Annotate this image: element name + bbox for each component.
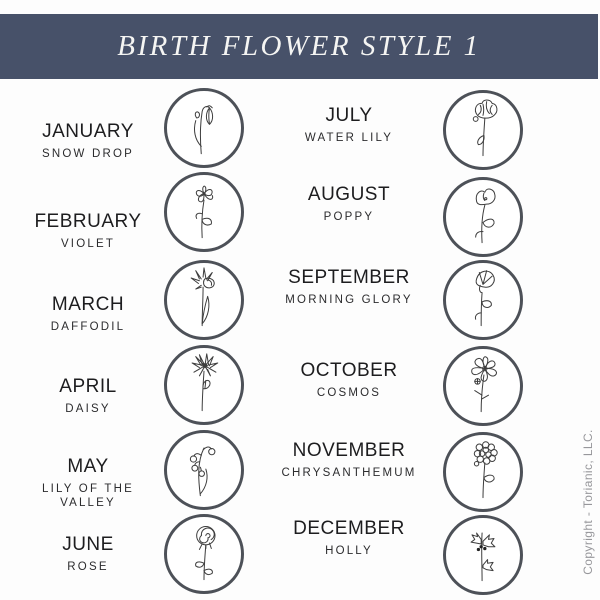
flower-name: WATER LILY [304,132,394,144]
snowdrop-icon [171,95,237,161]
month-name: AUGUST [307,184,391,205]
flower-badge [164,430,244,510]
flower-badge [443,515,523,595]
daffodil-icon [171,267,237,333]
flower-name: LILY OF THE VALLEY [42,483,134,509]
month-name: SEPTEMBER [288,267,410,288]
flower-name: ROSE [67,561,109,573]
water-lily-icon [450,97,516,163]
month-name: JULY [325,105,373,126]
month-name: FEBRUARY [34,211,142,232]
flower-badge [443,346,523,426]
flower-badge [443,177,523,257]
rose-icon [171,521,237,587]
flower-name: DAISY [65,403,111,415]
morning-glory-icon [450,267,516,333]
flower-badge [443,432,523,512]
month-name: MARCH [51,294,125,315]
daisy-icon [171,352,237,418]
flower-badge [164,260,244,340]
month-name: DECEMBER [293,518,405,539]
flower-name: COSMOS [316,387,382,399]
flower-name: POPPY [323,211,375,223]
flower-badge [164,172,244,252]
flower-badge [443,90,523,170]
title-banner [0,14,598,79]
flower-name: VIOLET [60,238,116,250]
lily-of-the-valley-icon [171,437,237,503]
page-title: BIRTH FLOWER STYLE 1 [117,30,481,62]
poppy-icon [450,184,516,250]
cosmos-icon [450,353,516,419]
month-name: JUNE [62,534,114,555]
violet-icon [171,179,237,245]
flower-name: HOLLY [325,545,373,557]
flower-name: SNOW DROP [42,148,134,160]
flower-badge [164,345,244,425]
flower-name: MORNING GLORY [285,294,413,306]
month-name: MAY [67,456,109,477]
flower-name: DAFFODIL [50,321,126,333]
month-name: NOVEMBER [292,440,406,461]
holly-icon [450,522,516,588]
chrysanthemum-icon [450,439,516,505]
flower-badge [164,514,244,594]
flower-badge [443,260,523,340]
flower-badge [164,88,244,168]
month-name: APRIL [59,376,117,397]
month-name: JANUARY [42,121,134,142]
month-name: OCTOBER [300,360,398,381]
copyright-text: Copyright - Torianic, LLC. [581,429,595,575]
flower-name: CHRYSANTHEMUM [281,467,417,479]
